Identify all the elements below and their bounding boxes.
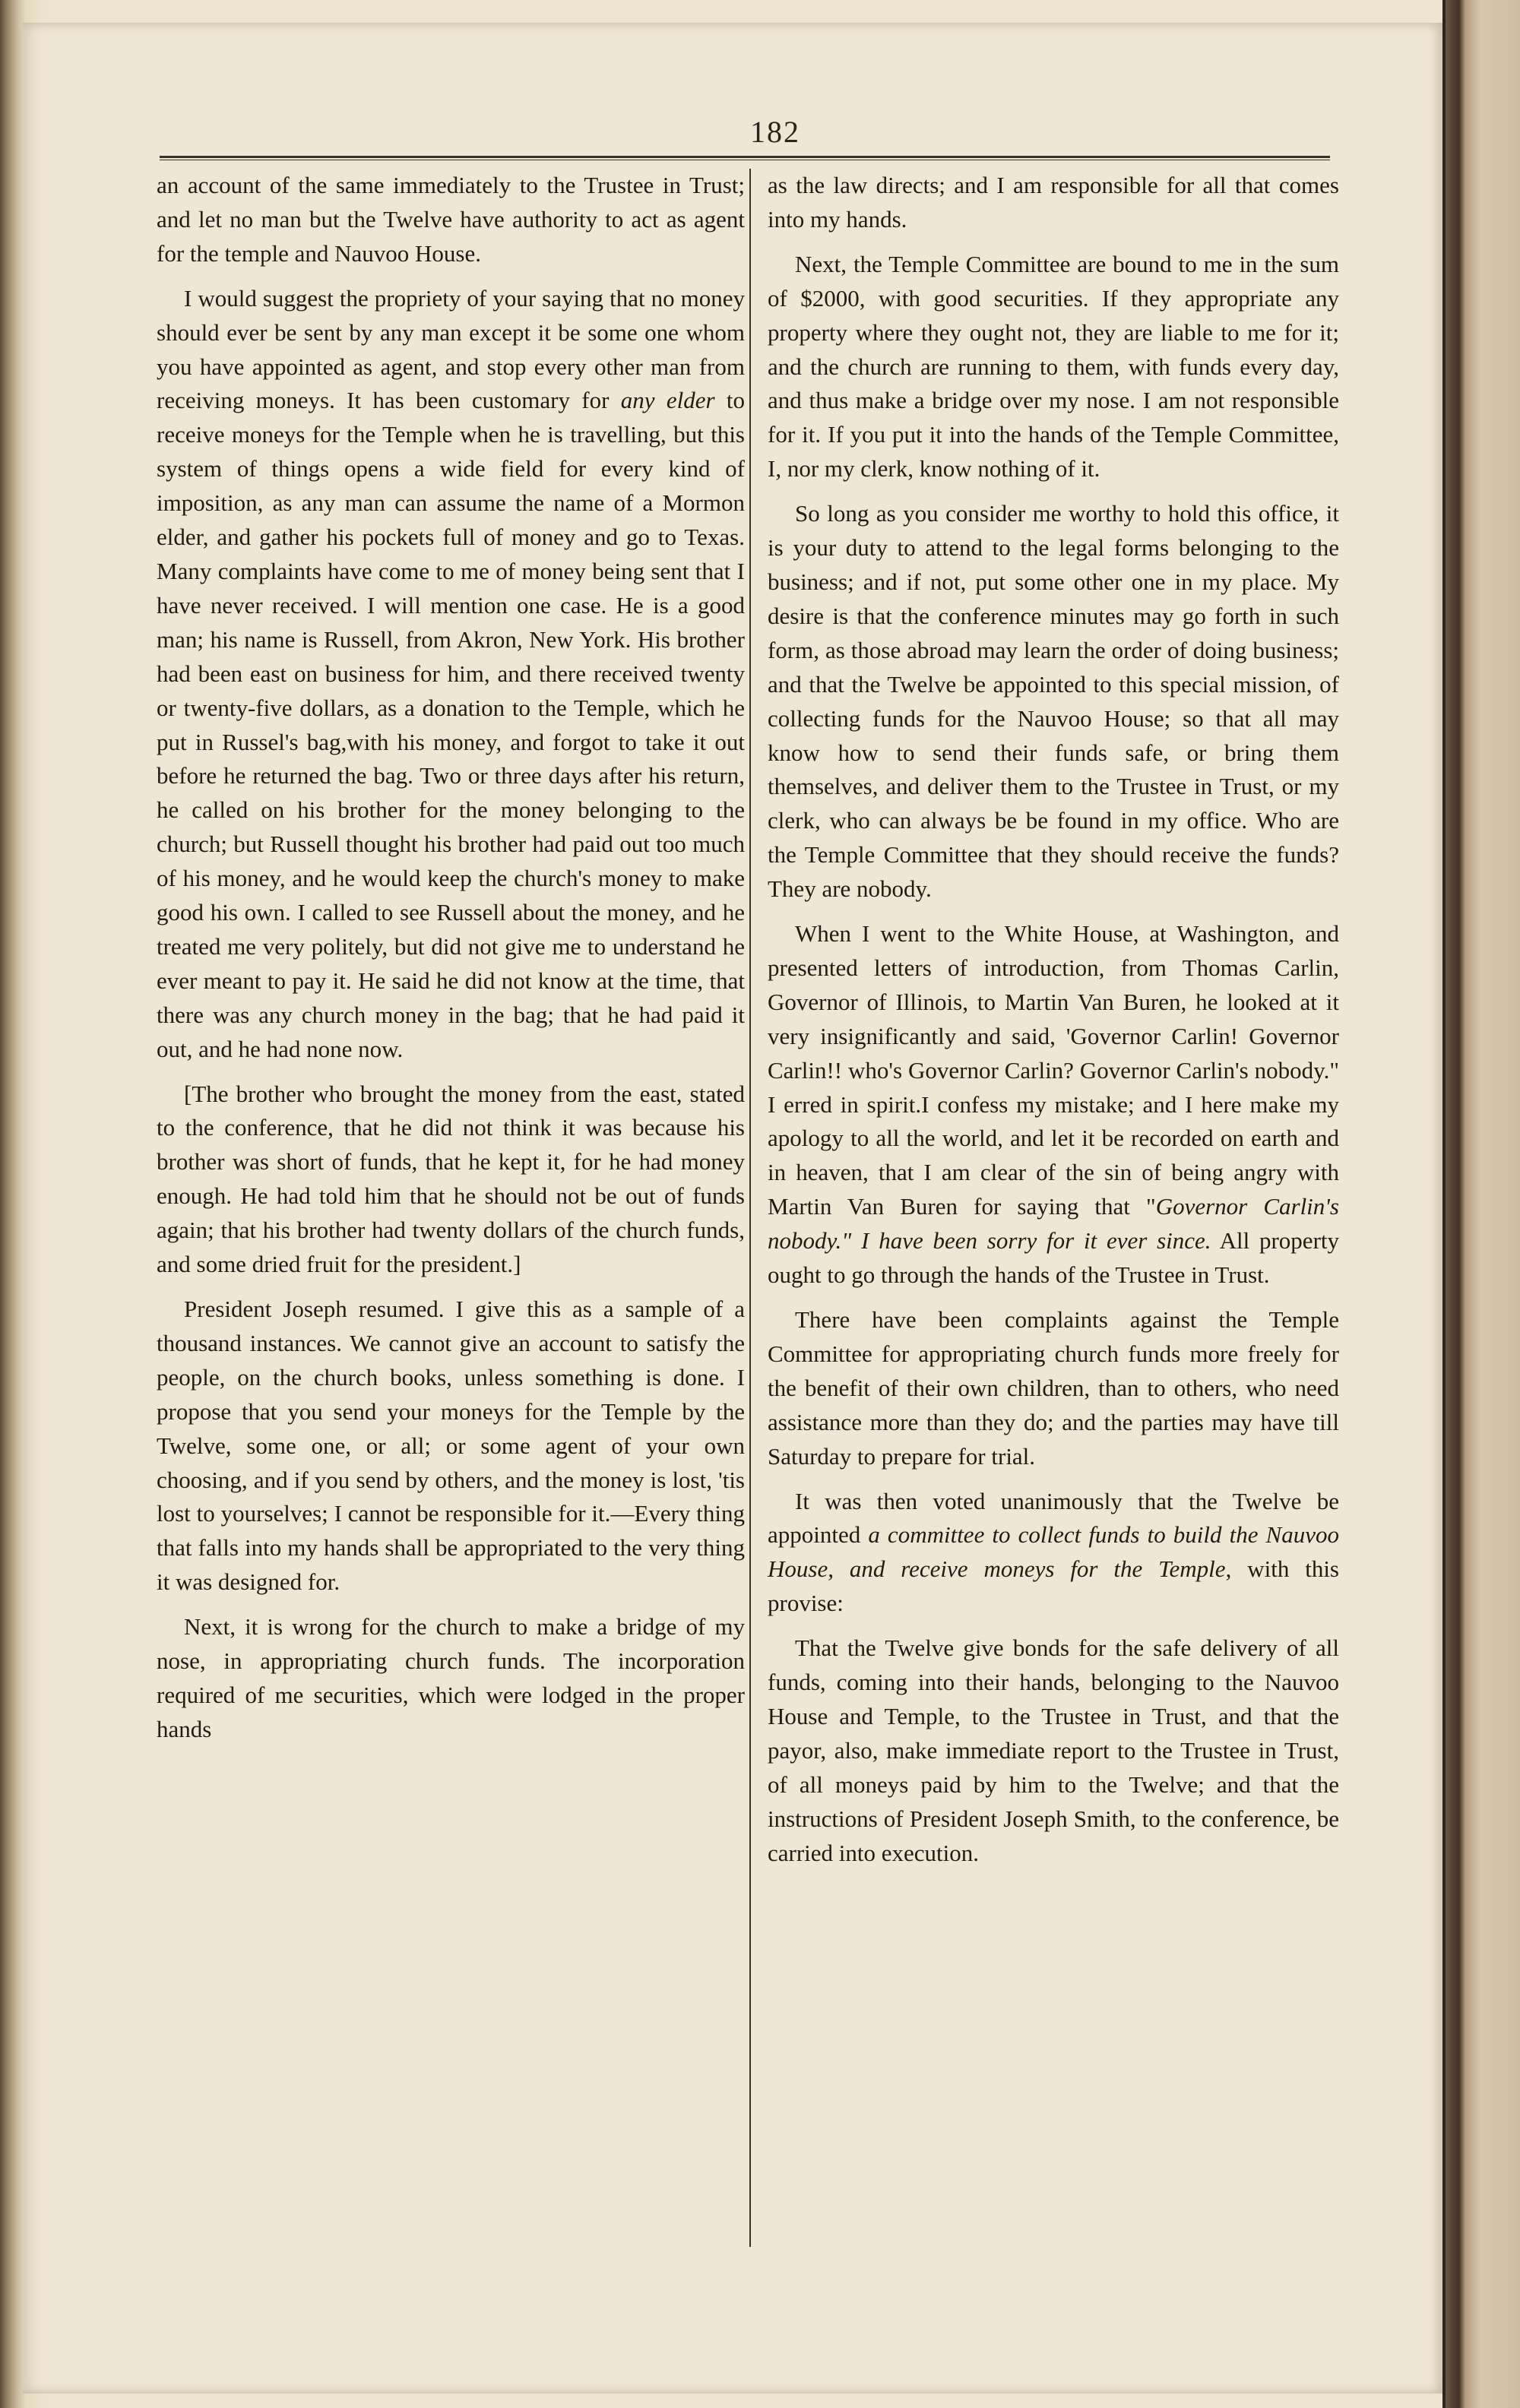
paragraph: Next, the Temple Committee are bound to me in the sum of $2000, with good securities. If they appropriate any property where they ought not, they are liable to me for it; and the church are running to them, with funds every day, and thus make a bridge over my nose. I am not responsible for it. If you put it into the hands of the Temple Committee, I, nor my clerk, know nothing of it. <box>768 250 1339 483</box>
next-page-edge <box>1446 0 1520 2408</box>
paragraph: It was then voted unanimously that the Twelve be appointed a committee to collect funds to build the Nauvoo House, and receive moneys for the Temple, with this provise: <box>768 1487 1339 1617</box>
paragraph: When I went to the White House, at Washington, and presented letters of introduction, from Thomas Carlin, Governor of Illinois, to Martin Van Buren, he looked at it very insignificantly and said, 'Governor Carlin! Governor Carlin!! who's Governor Carlin? Governor Carlin's nobody." I erred in spirit.I confess my mistake; and I here make my apology to all the world, and let it be recorded on earth and in heaven, that I am clear of the sin of being angry with Martin Van Buren for saying that "Governor Carlin's nobody." I have been sorry for it ever since. All property ought to go through the hands of the Trustee in Trust. <box>768 920 1340 1289</box>
paragraph: President Joseph resumed. I give this as a sample of a thousand instances. We cannot give an account to satisfy the people, on the church books, unless something is done. I propose that you send your moneys for the Temple by the Twelve, some one, or all; or some agent of your own choosing, and if you send by others, and the money is lost, 'tis lost to yourselves; I cannot be responsible for it.—Every thing that falls into my hands shall be appropriated to the very thing it was designed for. <box>157 1296 745 1596</box>
left-column <box>157 169 745 1747</box>
paragraph-continued: as the law directs; and I am responsible for all that comes into my hands. <box>768 172 1339 233</box>
column-divider <box>749 169 751 2247</box>
right-column <box>768 169 1339 1871</box>
paragraph: So long as you consider me worthy to hold this office, it is your duty to attend to the legal forms belonging to the business; and if not, put some other one in my place. My desire is that the conference minutes may go forth in such form, as those abroad may learn the order of doing business; and that the Twelve be appointed to this special mission, of collecting funds for the Nauvoo House; so that all may know how to send their funds safe, or bring them themselves, and deliver them to the Trustee in Trust, or my clerk, who can always be be found in my office. Who are the Temple Committee that they should receive the funds? They are nobody. <box>768 500 1339 903</box>
header-rule <box>160 156 1330 160</box>
paragraph: [The brother who brought the money from the east, stated to the conference, that he did not think it was because his brother was short of funds, that he kept it, for he had money enough. He had told him that he should not be out of funds again; that his brother had twenty dollars of the church funds, and some dried fruit for the president.] <box>157 1080 745 1278</box>
paragraph-continued: an account of the same immediately to the Trustee in Trust; and let no man but the Twelve have authority to act as agent for the temple and Nauvoo House. <box>157 172 745 267</box>
paragraph: There have been complaints against the Temple Committee for appropriating church funds more freely for the benefit of their own children, than to others, who need assistance more than they do; and the parties may have till Saturday to prepare for trial. <box>768 1306 1339 1470</box>
paragraph: That the Twelve give bonds for the safe delivery of all funds, coming into their hands, belonging to the Nauvoo House and Temple, to the Trustee in Trust, and that the payor, also, make immediate report to the Trustee in Trust, of all moneys paid by him to the Twelve; and that the instructions of President Joseph Smith, to the conference, be carried into execution. <box>768 1634 1339 1866</box>
paragraph: I would suggest the propriety of your saying that no money should ever be sent by any man except it be some one whom you have appointed as agent, and stop every other man from receiving moneys. It has been customary for any elder to receive moneys for the Temple when he is travelling, but this system of things opens a wide field for every kind of imposition, as any man can assume the name of a Mormon elder, and gather his pockets full of money and go to Texas. Many complaints have come to me of money being sent that I have never received. I will mention one case. He is a good man; his name is Russell, from Akron, New York. His brother had been east on business for him, and there received twenty or twenty-five dollars, as a donation to the Temple, which he put in Russel's bag,with his money, and forgot to take it out before he returned the bag. Two or three days after his return, he called on his brother for the money belonging to the church; but Russell thought his brother had paid out too much of his money, and he would keep the church's money to make good his own. I called to see Russell about the money, and he treated me very politely, but did not give me to understand he ever meant to pay it. He said he did not know at the time, that there was any church money in the bag; that he had paid it out, and he had none now. <box>157 284 745 1062</box>
page-number: 182 <box>750 115 800 149</box>
paragraph: Next, it is wrong for the church to make a bridge of my nose, in appropriating church funds. The incorporation required of me securities, which were lodged in the proper hands <box>157 1613 745 1742</box>
